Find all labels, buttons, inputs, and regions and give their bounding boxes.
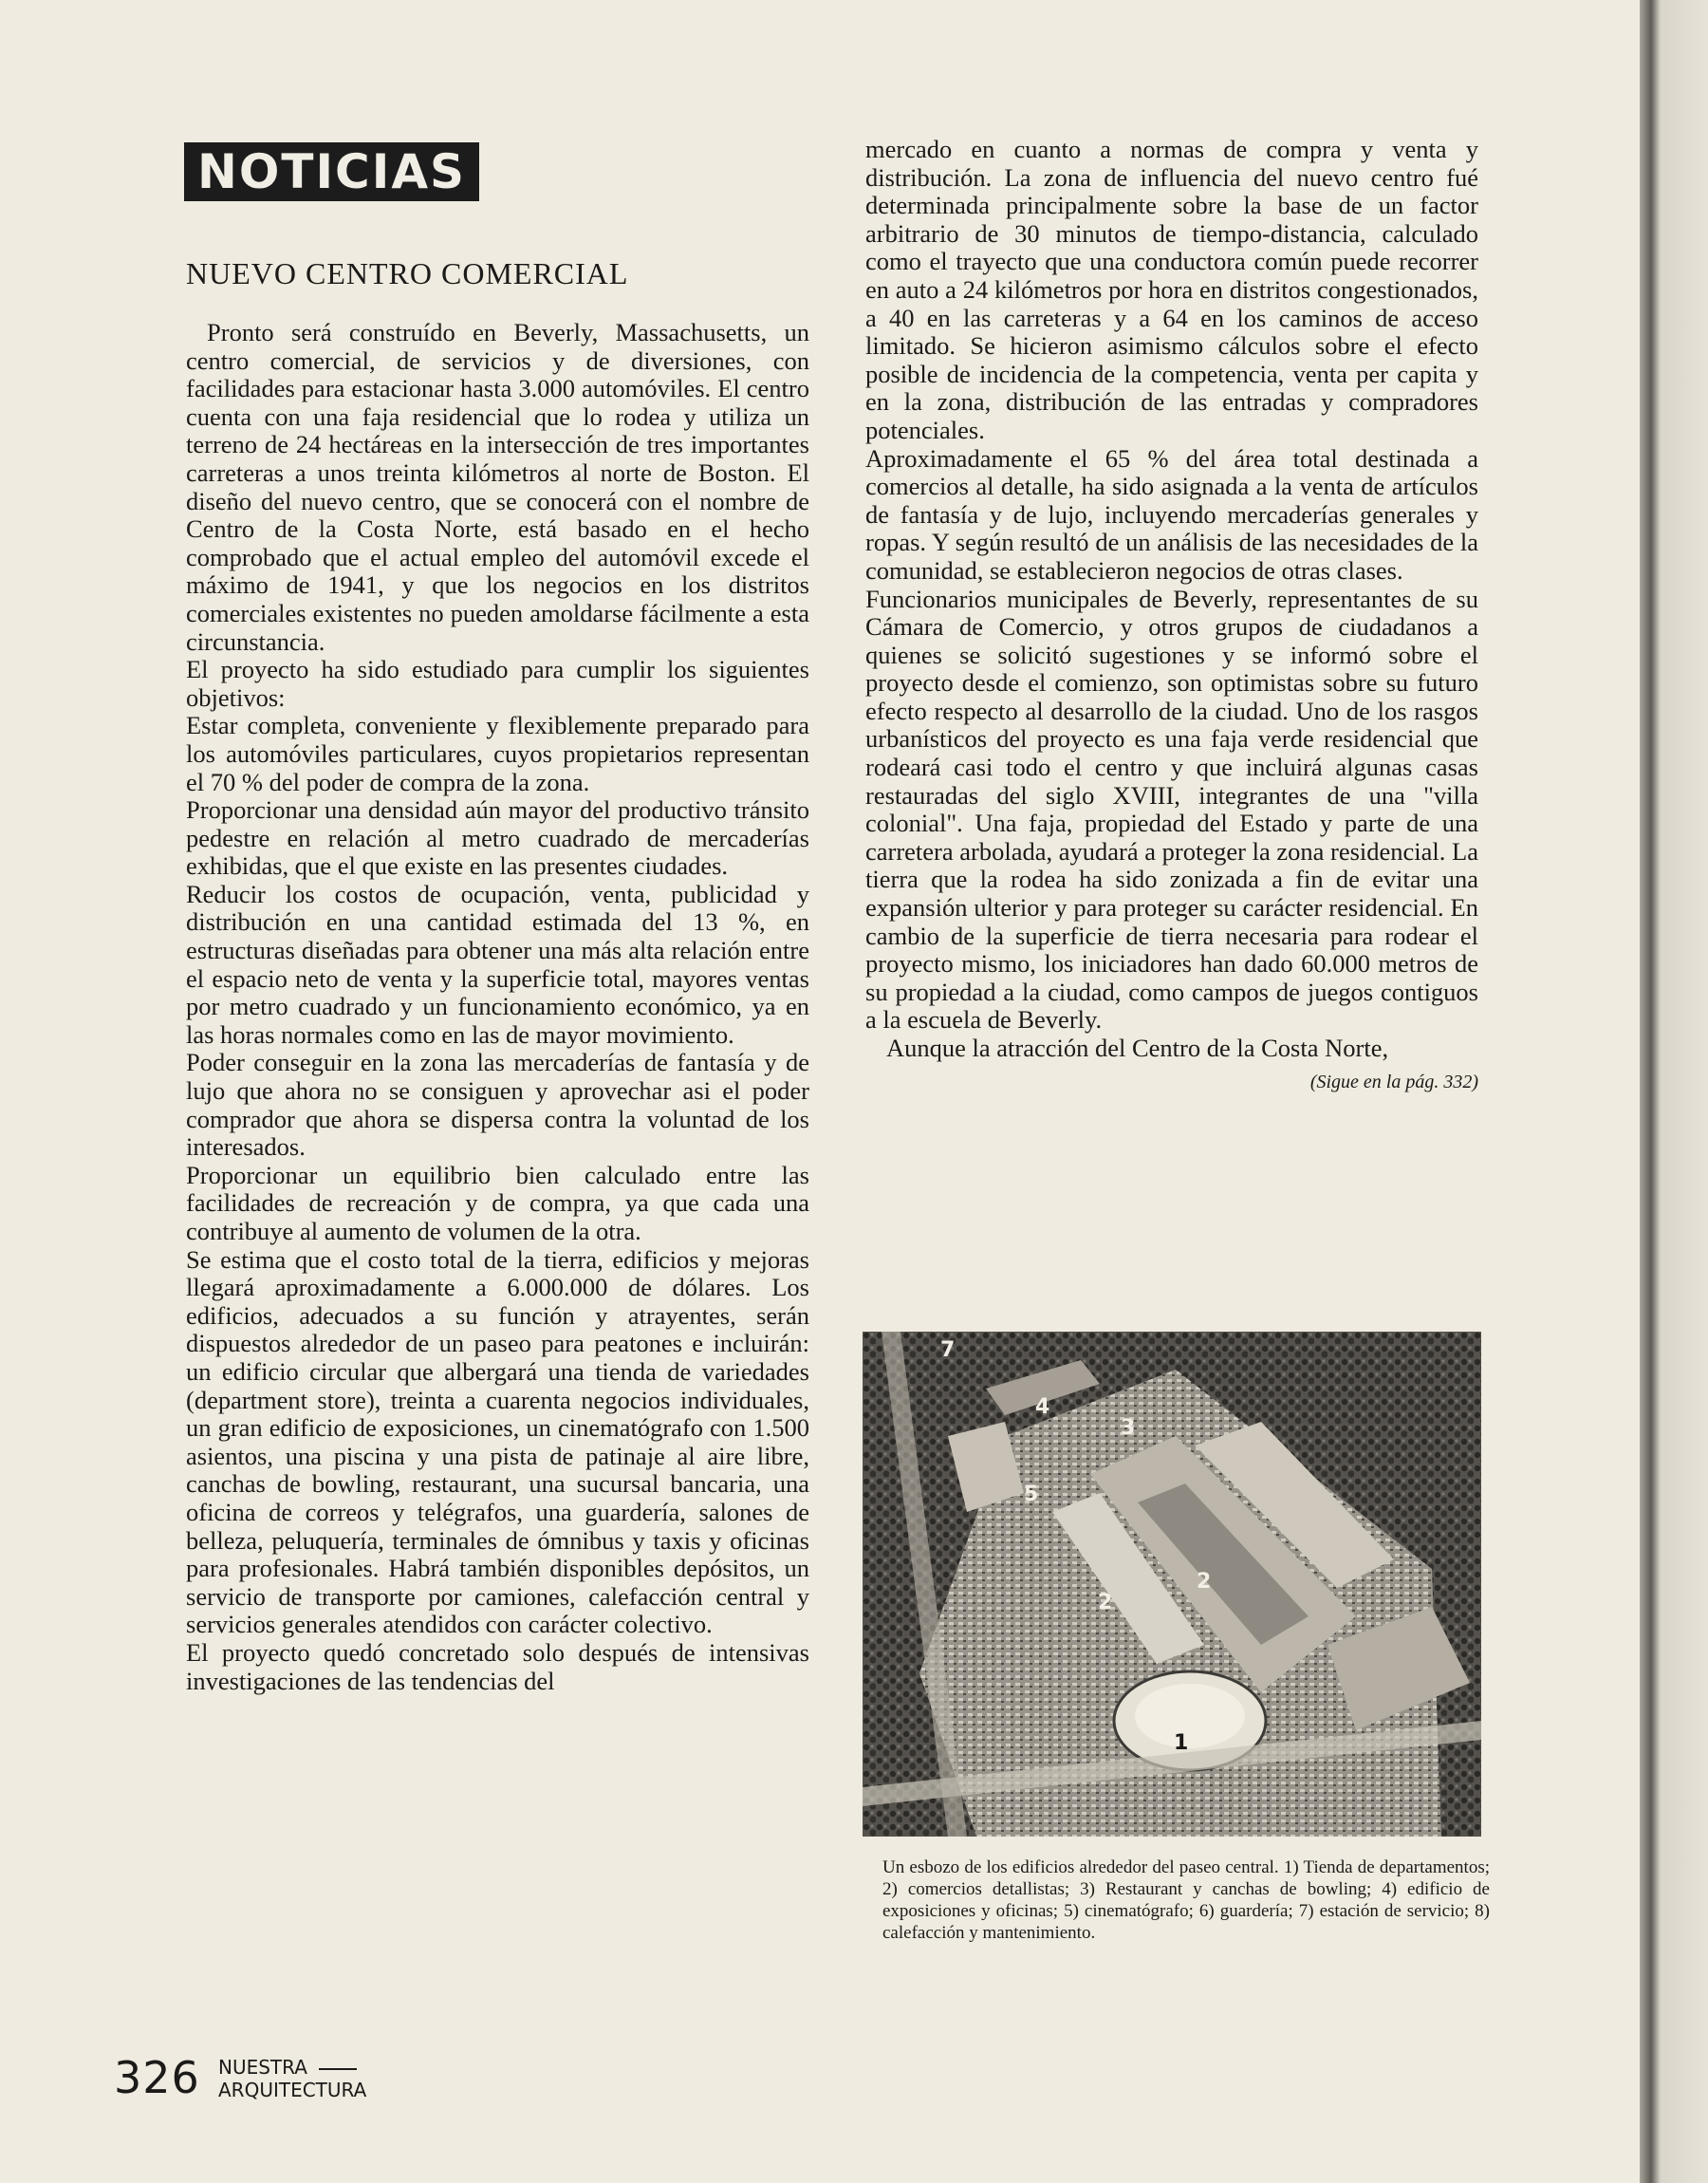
- paragraph: Aproximadamente el 65 % del área total destinada a comercios al detalle, ha sido asignada a la venta de artículos de fantasía y de lujo, incluyendo mercaderías generales y ropas. Y según resultó de un análisis de las necesidades de la comunidad, se establecieron negocios de otras clases.: [865, 443, 1478, 585]
- paragraph: Reducir los costos de ocupación, venta, publicidad y distribución en una cantidad estimada del 13 %, en estructuras diseñadas para obtener una más alta relación entre el espacio neto de venta y la superficie total, mayores ventas por metro cuadrado y un funcionamiento económico, ya en las horas normales como en las de mayor movimiento.: [186, 879, 809, 1049]
- left-column: [186, 319, 809, 1695]
- figure-label: 2: [1197, 1570, 1212, 1594]
- aerial-photo: [863, 1332, 1481, 1837]
- paragraph: El proyecto ha sido estudiado para cumplir los siguientes objetivos:: [186, 655, 809, 712]
- page-number: 326: [114, 2052, 200, 2103]
- figure-label: 4: [1035, 1395, 1050, 1419]
- magazine-name-line1: NUESTRA: [218, 2056, 307, 2079]
- figure-label: 7: [940, 1338, 956, 1362]
- paragraph: Proporcionar una densidad aún mayor del productivo tránsito pedestre en relación al metro cuadrado de mercaderías exhibidas, que el que existe en las presentes ciudades.: [186, 795, 809, 881]
- figure-caption: Un esbozo de los edificios alrededor del paseo central. 1) Tienda de departamentos; 2) comercios detallistas; 3) Restaurant y canchas de bowling; 4) edificio de exposiciones y oficinas; 5) cinematógrafo; 6) guardería; 7) estación de servicio; 8) calefacción y mantenimiento.: [882, 1857, 1490, 1943]
- paragraph: Se estima que el costo total de la tierra, edificios y mejoras llegará aproximadamente a 6.000.000 de dólares. Los edificios, adecuados a su función y atrayentes, serán dispuestos alrededor de un paseo para peatones e incluirán: un edificio circular que albergará una tienda de variedades (department store), treinta a cuarenta negocios individuales, un gran edificio de exposiciones, un cinematógrafo con 1.500 asientos, una piscina y una pista de patinaje al aire libre, canchas de bowling, restaurant, una sucursal bancaria, una oficina de correos y telégrafos, una guardería, salones de belleza, peluquería, terminales de ómnibus y taxis y oficinas para profesionales. Habrá también disponibles depósitos, un servicio de transporte por camiones, calefacción central y servicios generales atendidos con carácter colectivo.: [186, 1244, 809, 1639]
- paragraph: mercado en cuanto a normas de compra y venta y distribución. La zona de influencia del nuevo centro fué determinada principalmente sobre la base de un factor arbitrario de 30 minutos de tiempo-distancia, calculado como el trayecto que una conductora común puede recorrer en auto a 24 kilómetros por hora en distritos congestionados, a 40 en las carreteras y a 64 en los caminos de acceso limitado. Se hicieron asimismo cálculos sobre el efecto posible de incidencia de la competencia, venta per capita y en la zona, distribución de las entradas y compradores potenciales.: [865, 135, 1478, 444]
- article-title: NUEVO CENTRO COMERCIAL: [186, 256, 629, 290]
- magazine-name: [218, 2056, 366, 2101]
- paragraph: El proyecto quedó concretado solo después de intensivas investigaciones de las tendencias del: [186, 1637, 809, 1695]
- figure-label: 3: [1121, 1416, 1136, 1440]
- figure-label: 2: [1098, 1591, 1113, 1614]
- page-edge: [1640, 0, 1708, 2183]
- continuation-note: (Sigue en la pág. 332): [1309, 1071, 1478, 1092]
- paragraph: Estar completa, conveniente y flexiblemente preparado para los automóviles particulares, cuyos propietarios representan el 70 % del poder de compra de la zona.: [186, 711, 809, 796]
- dash-divider: [319, 2068, 357, 2070]
- paragraph: Funcionarios municipales de Beverly, representantes de su Cámara de Comercio, y otros grupos de ciudadanos a quienes se solicitó sugestiones y se informó sobre el proyecto desde el comienzo, son optimistas sobre su futuro efecto respecto al desarrollo de la ciudad. Uno de los rasgos urbanísticos del proyecto es una faja verde residencial que rodeará casi todo el centro y que incluirá algunas casas restauradas del siglo XVIII, integrantes de una "villa colonial". Una faja, propiedad del Estado y parte de una carretera arbolada, ayudará a proteger la zona residencial. La tierra que la rodea ha sido zonizada a fin de evitar una expansión ulterior y para proteger su carácter residencial. En cambio de la superficie de tierra necesaria para rodear el proyecto mismo, los iniciadores han dado 60.000 metros de su propiedad a la ciudad, como campos de juegos contiguos a la escuela de Beverly.: [865, 584, 1478, 1035]
- figure-label: 5: [1024, 1483, 1039, 1506]
- paragraph: Pronto será construído en Beverly, Massachusetts, un centro comercial, de servicios y de diversiones, con facilidades para estacionar hasta 3.000 automóviles. El centro cuenta con una faja residencial que lo rodea y utiliza un terreno de 24 hectáreas en la intersección de tres importantes carreteras a unos treinta kilómetros al norte de Boston. El diseño del nuevo centro, que se conocerá con el nombre de Centro de la Costa Norte, está basado en el hecho comprobado que el actual empleo del automóvil excede el máximo de 1941, y que los negocios en los distritos comerciales existentes no pueden amoldarse fácilmente a esta circunstancia.: [186, 318, 809, 656]
- paragraph: Poder conseguir en la zona las mercaderías de fantasía y de lujo que ahora no se consiguen y aprovechar asi el poder comprador que ahora se dispersa contra la voluntad de los interesados.: [186, 1048, 809, 1162]
- section-badge: NOTICIAS: [184, 142, 479, 201]
- figure-label: 1: [1174, 1731, 1189, 1755]
- paragraph: Proporcionar un equilibrio bien calculado entre las facilidades de recreación y de compra, ya que cada una contribuye al aumento de volumen de la otra.: [186, 1160, 809, 1245]
- paragraph: Aunque la atracción del Centro de la Costa Norte,: [886, 1034, 1389, 1062]
- right-column: [865, 136, 1478, 1096]
- magazine-name-line2: ARQUITECTURA: [218, 2079, 367, 2101]
- aerial-sketch-illustration: [863, 1332, 1481, 1837]
